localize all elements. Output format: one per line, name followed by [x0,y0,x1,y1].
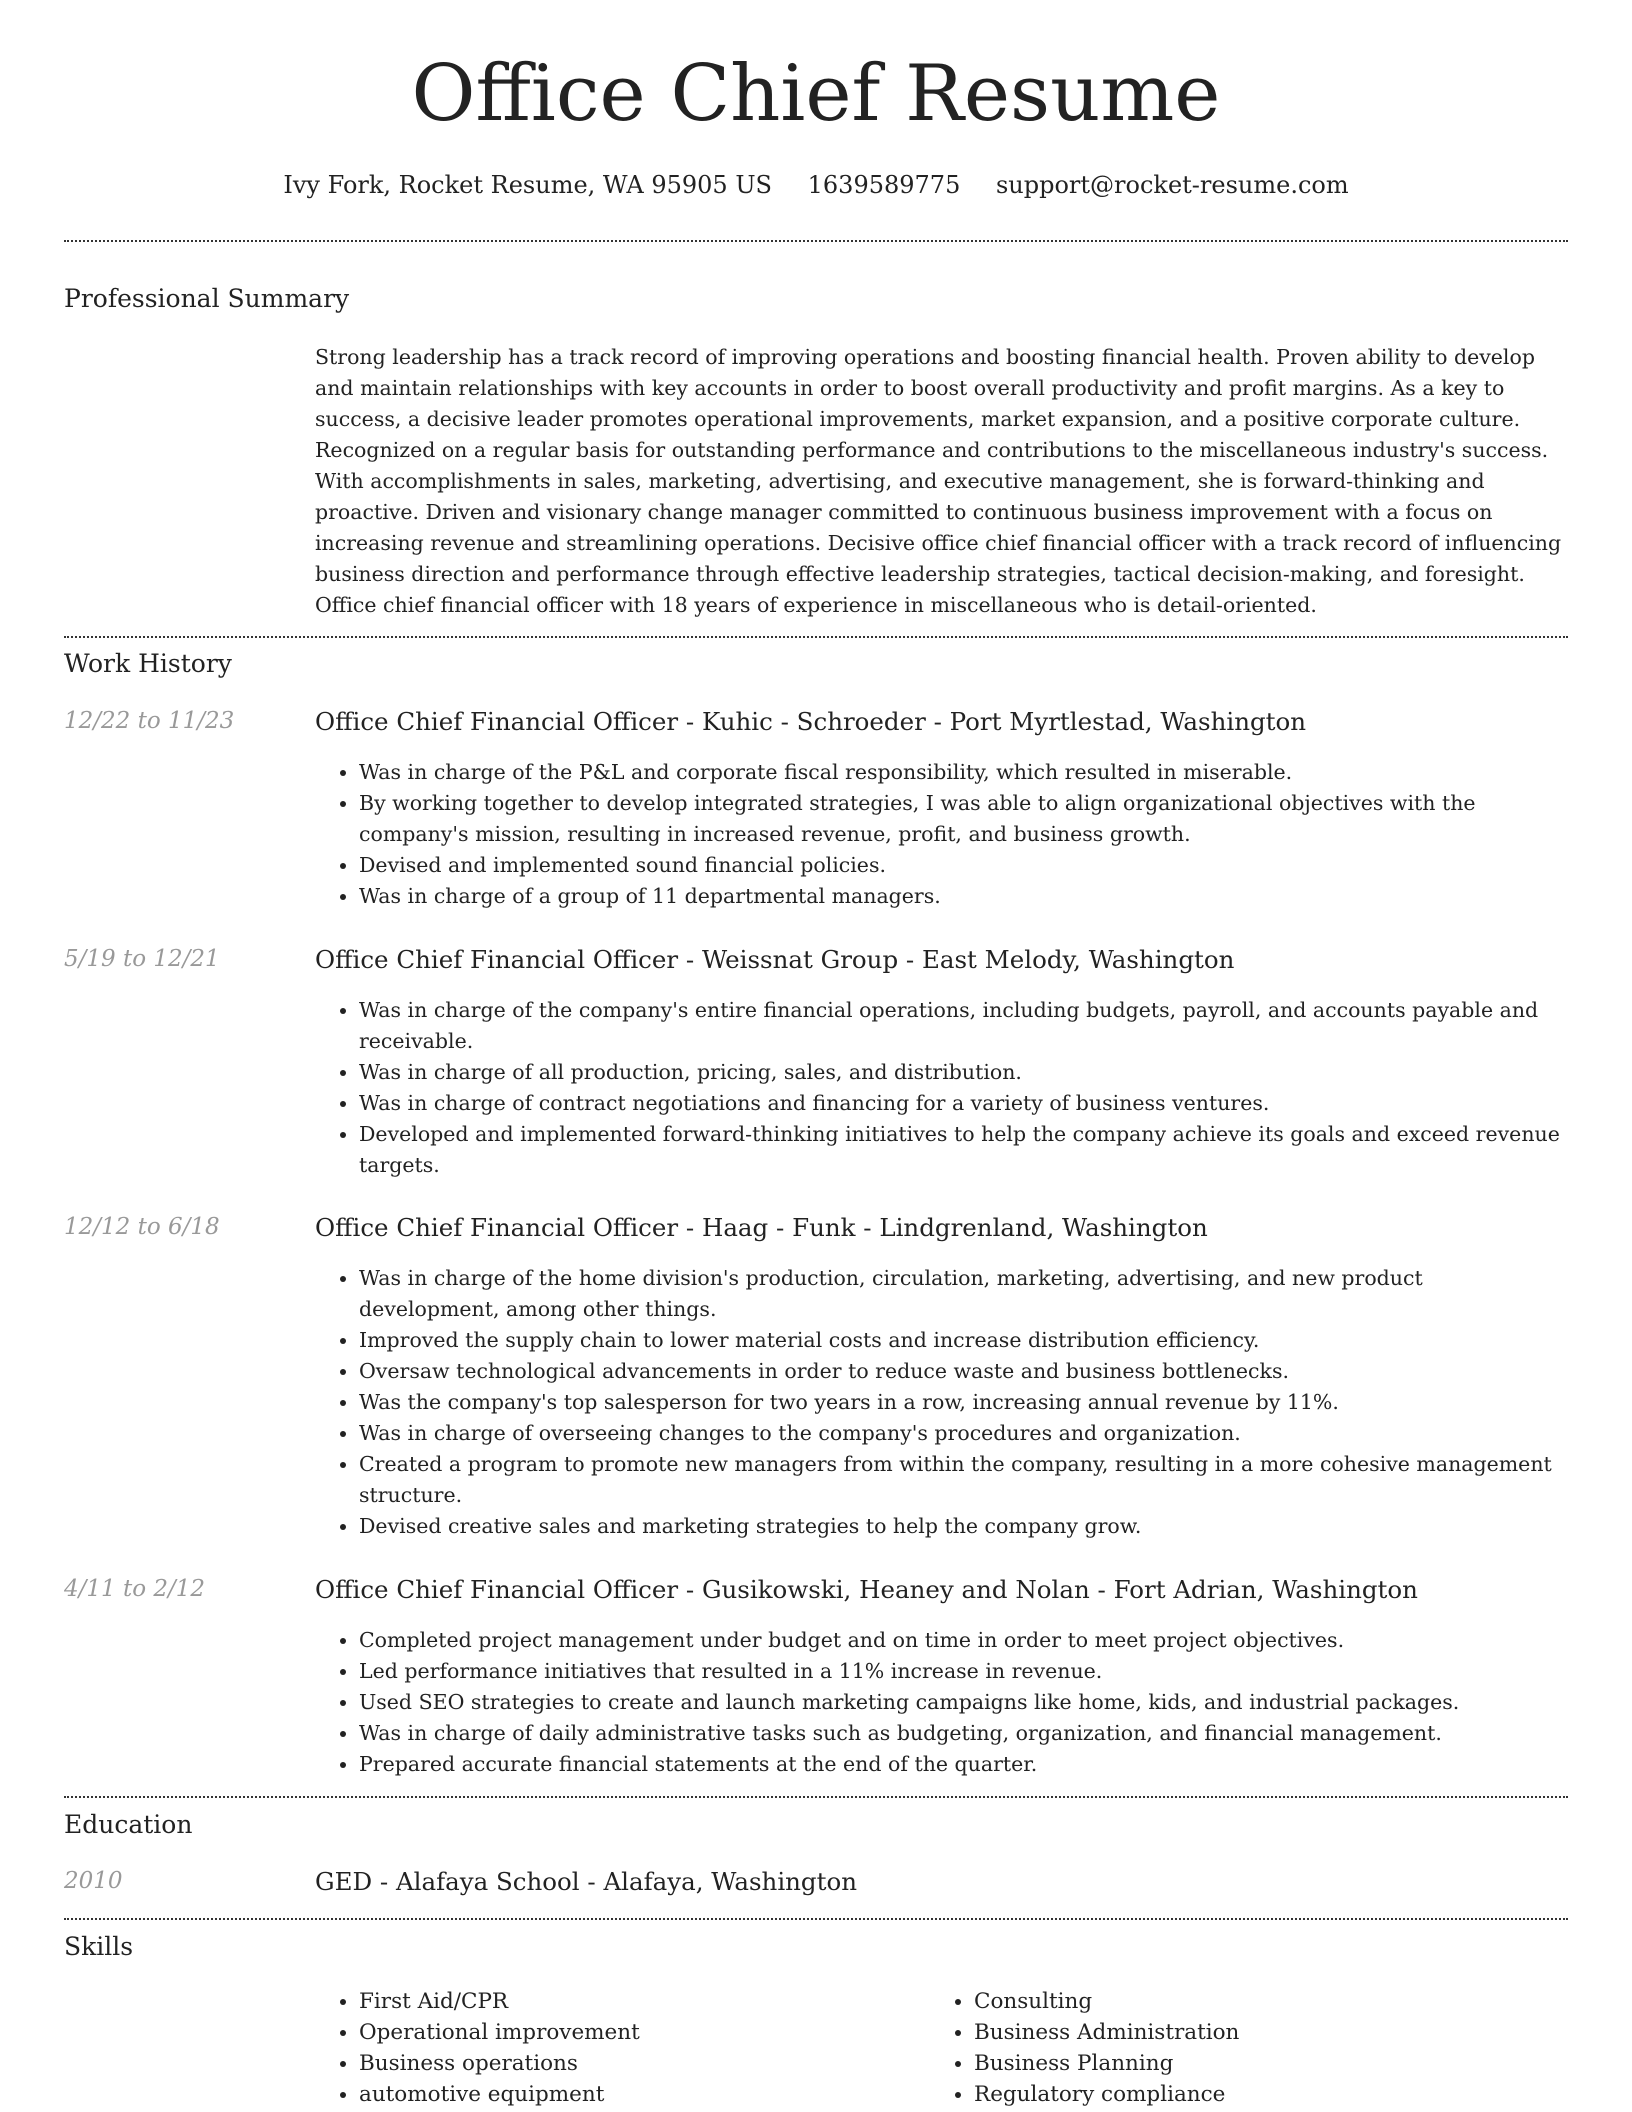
list-item: • Was in charge of a group of 11 departmental managers. [359,881,1568,912]
education-year: 2010 [64,1868,123,1894]
list-item: • Was in charge of daily administrative tasks such as budgeting, organization, and financial management. [359,1718,1568,1749]
divider [64,240,1568,242]
list-item: • Led performance initiatives that resulted in a 11% increase in revenue. [359,1656,1568,1687]
job-title: Office Chief Financial Officer - Weissnat Group - East Melody, Washington [315,945,1235,974]
skills-list-right [974,1986,1534,2110]
job-title: Office Chief Financial Officer - Gusikowski, Heaney and Nolan - Fort Adrian, Washington [315,1575,1418,1604]
list-item: • Devised creative sales and marketing strategies to help the company grow. [359,1511,1568,1542]
job-dates: 5/19 to 12/21 [64,946,220,972]
divider [64,1918,1568,1920]
section-title-skills: Skills [64,1932,134,1961]
list-item: • Completed project management under budget and on time in order to meet project objectives. [359,1625,1568,1656]
list-item: • Was in charge of contract negotiations and financing for a variety of business ventures. [359,1088,1568,1119]
education-entry: GED - Alafaya School - Alafaya, Washington [315,1867,857,1896]
list-item: • Business Planning [974,2048,1534,2079]
list-item: • Regulatory compliance [974,2079,1534,2110]
list-item: • Was in charge of all production, pricing, sales, and distribution. [359,1057,1568,1088]
job-title: Office Chief Financial Officer - Kuhic - Schroeder - Port Myrtlestad, Washington [315,707,1307,736]
section-title-education: Education [64,1810,193,1839]
job-bullets [359,757,1568,912]
section-title-work-history: Work History [64,649,232,678]
list-item: • Operational improvement [359,2017,919,2048]
skills-list-left [359,1986,919,2110]
list-item: • By working together to develop integrated strategies, I was able to align organizational objectives with the company's mission, resulting in increased revenue, profit, and business growth. [359,788,1568,850]
job-title: Office Chief Financial Officer - Haag - Funk - Lindgrenland, Washington [315,1213,1208,1242]
list-item: • automotive equipment [359,2079,919,2110]
list-item: • Business Administration [974,2017,1534,2048]
list-item: • Consulting [974,1986,1534,2017]
job-dates: 12/22 to 11/23 [64,708,235,734]
list-item: • Was in charge of overseeing changes to the company's procedures and organization. [359,1418,1568,1449]
divider [64,636,1568,638]
list-item: • Was the company's top salesperson for two years in a row, increasing annual revenue by 11%. [359,1387,1568,1418]
list-item: • Business operations [359,2048,919,2079]
job-bullets [359,1625,1568,1780]
list-item: • Oversaw technological advancements in order to reduce waste and business bottlenecks. [359,1356,1568,1387]
section-title-summary: Professional Summary [64,284,350,313]
list-item: • Used SEO strategies to create and launch marketing campaigns like home, kids, and industrial packages. [359,1687,1568,1718]
divider [64,1796,1568,1798]
job-bullets [359,1263,1568,1542]
list-item: • Was in charge of the home division's production, circulation, marketing, advertising, and new product development, among other things. [359,1263,1568,1325]
contact-phone: 1639589775 [807,171,961,199]
job-dates: 12/12 to 6/18 [64,1214,220,1240]
summary-text: Strong leadership has a track record of improving operations and boosting financial health. Proven ability to develop and maintain relationships with key accounts in order to boost overall productivity and profit margins. As a key to success, a decisive leader promotes operational improvements, market expansion, and a positive corporate culture. Recognized on a regular basis for outstanding performance and contributions to the miscellaneous industry's success. With accomplishments in sales, marketing, advertising, and executive management, she is forward-thinking and proactive. Driven and visionary change manager committed to continuous business improvement with a focus on increasing revenue and streamlining operations. Decisive office chief financial officer with a track record of influencing business direction and performance through effective leadership strategies, tactical decision-making, and foresight. Office chief financial officer with 18 years of experience in miscellaneous who is detail-oriented. [315,345,1562,617]
list-item: • Created a program to promote new managers from within the company, resulting in a more cohesive management structure. [359,1449,1568,1511]
contact-email: support@rocket-resume.com [995,171,1349,199]
resume-title: Office Chief Resume [411,49,1221,139]
list-item: • Devised and implemented sound financial policies. [359,850,1568,881]
list-item: • Improved the supply chain to lower material costs and increase distribution efficiency. [359,1325,1568,1356]
contact-address: Ivy Fork, Rocket Resume, WA 95905 US [283,171,772,199]
list-item: • Was in charge of the P&L and corporate fiscal responsibility, which resulted in miserable. [359,757,1568,788]
job-dates: 4/11 to 2/12 [64,1576,206,1602]
contact-line [64,171,1568,200]
job-bullets [359,995,1568,1181]
list-item: • First Aid/CPR [359,1986,919,2017]
list-item: • Developed and implemented forward-thinking initiatives to help the company achieve its goals and exceed revenue targets. [359,1119,1568,1181]
list-item: • Was in charge of the company's entire financial operations, including budgets, payroll, and accounts payable and receivable. [359,995,1568,1057]
list-item: • Prepared accurate financial statements at the end of the quarter. [359,1749,1568,1780]
